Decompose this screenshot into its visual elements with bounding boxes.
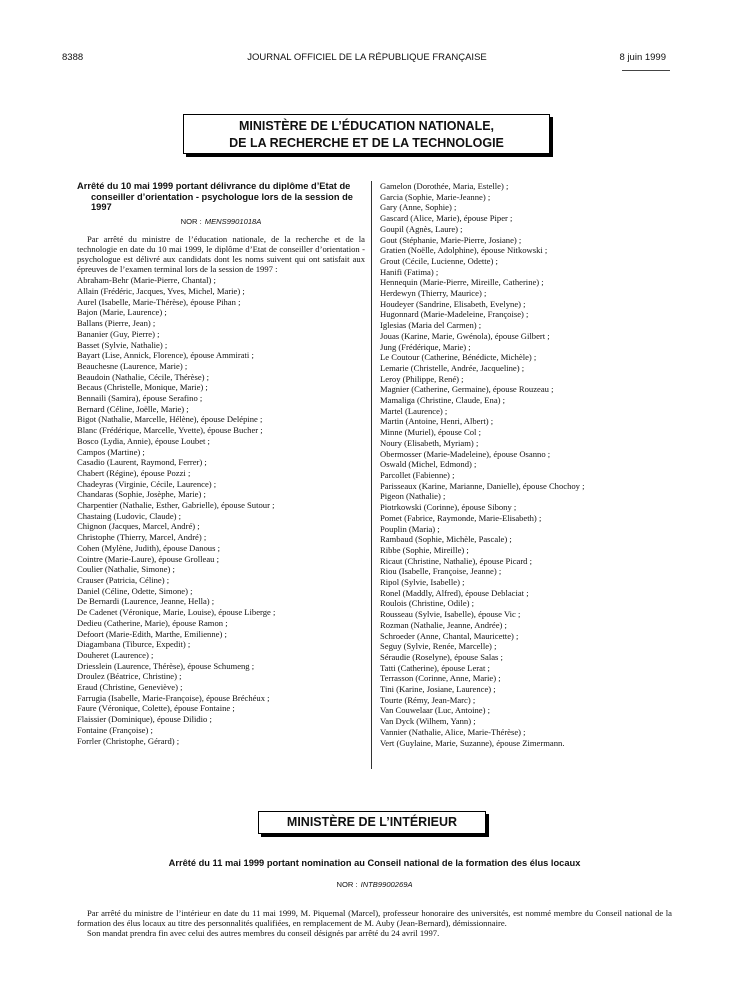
candidate-name: Bananier (Guy, Pierre) ; (77, 328, 160, 339)
candidate-name: Ricaut (Christine, Nathalie), épouse Picard ; (380, 555, 533, 566)
candidate-name: Schroeder (Anne, Chantal, Mauricette) ; (380, 630, 519, 641)
candidate-name: Driesslein (Laurence, Thérèse), épouse Schumeng ; (77, 660, 255, 671)
candidate-name: Blanc (Frédérique, Marcelle, Yvette), épouse Bucher ; (77, 425, 263, 436)
candidate-name: Roulois (Christine, Odile) ; (380, 598, 475, 609)
candidate-name: Gary (Anne, Sophie) ; (380, 202, 457, 213)
candidate-name: De Cadenet (Véronique, Marie, Louise), épouse Liberge ; (77, 607, 276, 618)
candidate-name: Bernard (Céline, Joëlle, Marie) ; (77, 403, 189, 414)
candidate-name: Chastaing (Ludovic, Claude) ; (77, 510, 182, 521)
candidate-name: Mamaliga (Christine, Claude, Ena) ; (380, 395, 506, 406)
left-column (77, 181, 365, 746)
ministry-heading-line1: MINISTÈRE DE L’ÉDUCATION NATIONALE, (238, 119, 495, 133)
candidate-name: Parcollet (Fabienne) ; (380, 469, 455, 480)
candidate-name: Defoort (Marie-Edith, Marthe, Emilienne) ; (77, 628, 227, 639)
candidate-name: Tini (Karine, Josiane, Laurence) ; (380, 684, 496, 695)
candidate-name: Basset (Sylvie, Nathalie) ; (77, 339, 168, 350)
candidate-name: Grout (Cécile, Lucienne, Odette) ; (380, 255, 498, 266)
candidate-name: Farrugia (Isabelle, Marie-Françoise), épouse Bréchéux ; (77, 692, 270, 703)
candidate-name: Forrler (Christophe, Gérard) ; (77, 735, 180, 746)
candidate-name: Lemarie (Christelle, Andrée, Jacqueline) ; (380, 362, 525, 373)
candidate-name: Gascard (Alice, Marie), épouse Piper ; (380, 213, 513, 224)
candidate-name: Oswald (Michel, Edmond) ; (380, 459, 477, 470)
ministry-education-heading (183, 114, 550, 154)
candidate-name: Cointre (Marie-Laure), épouse Grolleau ; (77, 553, 219, 564)
candidate-name: Chignon (Jacques, Marcel, André) ; (77, 521, 200, 532)
page-number: 8388 (62, 52, 84, 63)
candidate-name: Ripol (Sylvie, Isabelle) ; (380, 577, 465, 588)
candidate-name: Casadio (Laurent, Raymond, Ferrer) ; (77, 457, 207, 468)
candidate-name: Becaus (Christelle, Monique, Marie) ; (77, 382, 208, 393)
candidate-name: Riou (Isabelle, Françoise, Jeanne) ; (380, 566, 502, 577)
candidate-name: Seguy (Sylvie, Renée, Marcelle) ; (380, 641, 497, 652)
candidate-name: Goupil (Agnès, Laure) ; (380, 223, 463, 234)
candidate-name: Hennequin (Marie-Pierre, Mireille, Catherine) ; (380, 277, 544, 288)
candidate-name: Coulier (Nathalie, Simone) ; (77, 564, 175, 575)
candidate-name: Beaudoin (Nathalie, Cécile, Thérèse) ; (77, 371, 210, 382)
candidate-name: Bennaili (Samira), épouse Serafino ; (77, 393, 203, 404)
candidate-name: Minne (Muriel), épouse Col ; (380, 427, 481, 438)
arrete2-title: Arrêté du 11 mai 1999 portant nomination au Conseil national de la formation des élus locaux (168, 858, 581, 868)
candidate-name: Aurel (Isabelle, Marie-Thérèse), épouse Pihan ; (77, 296, 241, 307)
candidate-name: Rozman (Nathalie, Jeanne, Andrée) ; (380, 619, 507, 630)
candidate-name: Ballans (Pierre, Jean) ; (77, 318, 156, 329)
candidate-name: Parisseaux (Karine, Marianne, Danielle), épouse Chochoy ; (380, 480, 585, 491)
page-header (62, 52, 672, 66)
candidate-name: Pigeon (Nathalie) ; (380, 491, 446, 502)
candidate-name: Leroy (Philippe, René) ; (380, 373, 464, 384)
candidate-name: Pouplin (Maria) ; (380, 523, 440, 534)
candidate-name: Campos (Martine) ; (77, 446, 145, 457)
candidate-name: Droulez (Béatrice, Christine) ; (77, 671, 182, 682)
candidate-name: Chabert (Régine), épouse Pozzi ; (77, 467, 191, 478)
candidate-name: Eraud (Christine, Geneviève) ; (77, 682, 183, 693)
candidate-name: Beauchesne (Laurence, Marie) ; (77, 360, 188, 371)
candidate-name: De Bernardi (Laurence, Jeanne, Hella) ; (77, 596, 215, 607)
candidate-name: Rousseau (Sylvie, Isabelle), épouse Vic ; (380, 609, 521, 620)
right-column (380, 181, 672, 748)
candidate-name: Bosco (Lydia, Annie), épouse Loubet ; (77, 435, 210, 446)
candidate-name: Daniel (Céline, Odette, Simone) ; (77, 585, 193, 596)
candidate-name: Gout (Stéphanie, Marie-Pierre, Josiane) ; (380, 234, 522, 245)
nor-label-2: NOR : (336, 880, 358, 889)
arrete2-paragraph: Par arrêté du ministre de l’intérieur en date du 11 mai 1999, M. Piquemal (Marcel), professeur honoraire des universités, est nommé membre du Conseil national de la formation des élus locaux au titre des personnalités qualifiées, en remplacement de M. Auby (Jean-Bernard), démissionnaire. (77, 908, 672, 929)
candidate-list-left (77, 275, 365, 746)
candidate-name: Noury (Elisabeth, Myriam) ; (380, 437, 479, 448)
candidate-name: Jung (Frédérique, Marie) ; (380, 341, 471, 352)
nor-reference-2 (77, 880, 672, 889)
candidate-name: Vert (Guylaine, Marie, Suzanne), épouse Zimermann. (380, 737, 565, 748)
candidate-name: Hanifi (Fatima) ; (380, 266, 439, 277)
candidate-name: Faure (Véronique, Colette), épouse Fontaine ; (77, 703, 235, 714)
ministry-interior-heading: MINISTÈRE DE L’INTÉRIEUR (258, 811, 486, 834)
candidate-name: Rambaud (Sophie, Michèle, Pascale) ; (380, 534, 512, 545)
candidate-name: Jouas (Karine, Marie, Gwénola), épouse Gilbert ; (380, 330, 550, 341)
candidate-name: Bajon (Marie, Laurence) ; (77, 307, 167, 318)
candidate-name: Vannier (Nathalie, Alice, Marie-Thérèse) ; (380, 726, 526, 737)
candidate-name: Ribbe (Sophie, Mireille) ; (380, 544, 469, 555)
arrete-title: Arrêté du 10 mai 1999 portant délivrance du diplôme d’Etat de conseiller d’orientation - psychologue lors de la session de 1997 (77, 181, 353, 212)
candidate-name: Pomet (Fabrice, Raymonde, Marie-Elisabeth) ; (380, 512, 542, 523)
nor-value: MENS9901018A (204, 216, 262, 226)
candidate-name: Bigot (Nathalie, Marcelle, Hélène), épouse Delépine ; (77, 414, 263, 425)
candidate-name: Chandaras (Sophie, Josèphe, Marie) ; (77, 489, 206, 500)
candidate-name: Abraham-Behr (Marie-Pierre, Chantal) ; (77, 275, 216, 286)
candidate-name: Flaissier (Dominique), épouse Dilidio ; (77, 714, 212, 725)
candidate-name: Martel (Laurence) ; (380, 405, 448, 416)
candidate-name: Douheret (Laurence) ; (77, 649, 154, 660)
candidate-name: Iglesias (Maria del Carmen) ; (380, 320, 482, 331)
candidate-name: Hugonnard (Marie-Madeleine, Françoise) ; (380, 309, 529, 320)
issue-date: 8 juin 1999 (619, 52, 666, 63)
candidate-name: Séraudie (Roselyne), épouse Salas ; (380, 651, 503, 662)
candidate-name: Charpentier (Nathalie, Esther, Gabrielle), épouse Sutour ; (77, 500, 275, 511)
candidate-name: Gamelon (Dorothée, Maria, Estelle) ; (380, 181, 509, 191)
candidate-name: Magnier (Catherine, Germaine), épouse Rouzeau ; (380, 384, 554, 395)
arrete2-body (77, 908, 672, 939)
candidate-list-right (380, 181, 672, 748)
candidate-name: Ronel (Maddly, Alfred), épouse Deblaciat ; (380, 587, 529, 598)
candidate-name: Houdeyer (Sandrine, Elisabeth, Evelyne) ; (380, 298, 526, 309)
candidate-name: Tourte (Rémy, Jean-Marc) ; (380, 694, 476, 705)
candidate-name: Christophe (Thierry, Marcel, André) ; (77, 532, 207, 543)
nor-reference (77, 217, 365, 226)
candidate-name: Piotrkowski (Corinne), épouse Sibony ; (380, 502, 517, 513)
candidate-name: Diagambana (Tiburce, Expedit) ; (77, 639, 191, 650)
candidate-name: Van Dyck (Wilhem, Yann) ; (380, 716, 476, 727)
header-rule (622, 70, 670, 71)
candidate-name: Garcia (Sophie, Marie-Jeanne) ; (380, 191, 491, 202)
arrete-intro: Par arrêté du ministre de l’éducation nationale, de la recherche et de la technologie en date du 10 mai 1999, le diplôme d’Etat de conseiller d’orientation - psychologue est délivré aux candidats dont les noms suivent qui ont satisfait aux épreuves de l’examen terminal lors de la session de 1997 : (77, 233, 365, 275)
candidate-name: Fontaine (Françoise) ; (77, 724, 153, 735)
ministry-heading-line2: DE LA RECHERCHE ET DE LA TECHNOLOGIE (229, 136, 504, 150)
candidate-name: Chadeyras (Virginie, Cécile, Laurence) ; (77, 478, 217, 489)
journal-title: JOURNAL OFFICIEL DE LA RÉPUBLIQUE FRANÇAISE (247, 52, 487, 63)
candidate-name: Crauser (Patricia, Céline) ; (77, 575, 170, 585)
candidate-name: Van Couwelaar (Luc, Antoine) ; (380, 705, 491, 716)
candidate-name: Herdewyn (Thierry, Maurice) ; (380, 288, 487, 299)
candidate-name: Le Coutour (Catherine, Bénédicte, Michèle) ; (380, 352, 537, 363)
arrete2-paragraph: Son mandat prendra fin avec celui des autres membres du conseil désignés par arrêté du 24 avril 1997. (87, 928, 440, 939)
candidate-name: Martin (Antoine, Henri, Albert) ; (380, 416, 494, 427)
candidate-name: Cohen (Mylène, Judith), épouse Danous ; (77, 542, 220, 553)
nor-label: NOR : (180, 216, 202, 226)
column-divider (371, 181, 372, 769)
nor-value-2: INTB9900269A (360, 880, 413, 889)
candidate-name: Terrasson (Corinne, Anne, Marie) ; (380, 673, 501, 684)
candidate-name: Obermosser (Marie-Madeleine), épouse Osanno ; (380, 448, 551, 459)
candidate-name: Bayart (Lise, Annick, Florence), épouse Ammirati ; (77, 350, 254, 361)
candidate-name: Dedieu (Catherine, Marie), épouse Ramon ; (77, 617, 228, 628)
candidate-name: Allain (Frédéric, Jacques, Yves, Michel, Marie) ; (77, 286, 245, 297)
candidate-name: Tatti (Catherine), épouse Lerat ; (380, 662, 490, 673)
candidate-name: Gratien (Noëlle, Adolphine), épouse Nitkowski ; (380, 245, 548, 256)
